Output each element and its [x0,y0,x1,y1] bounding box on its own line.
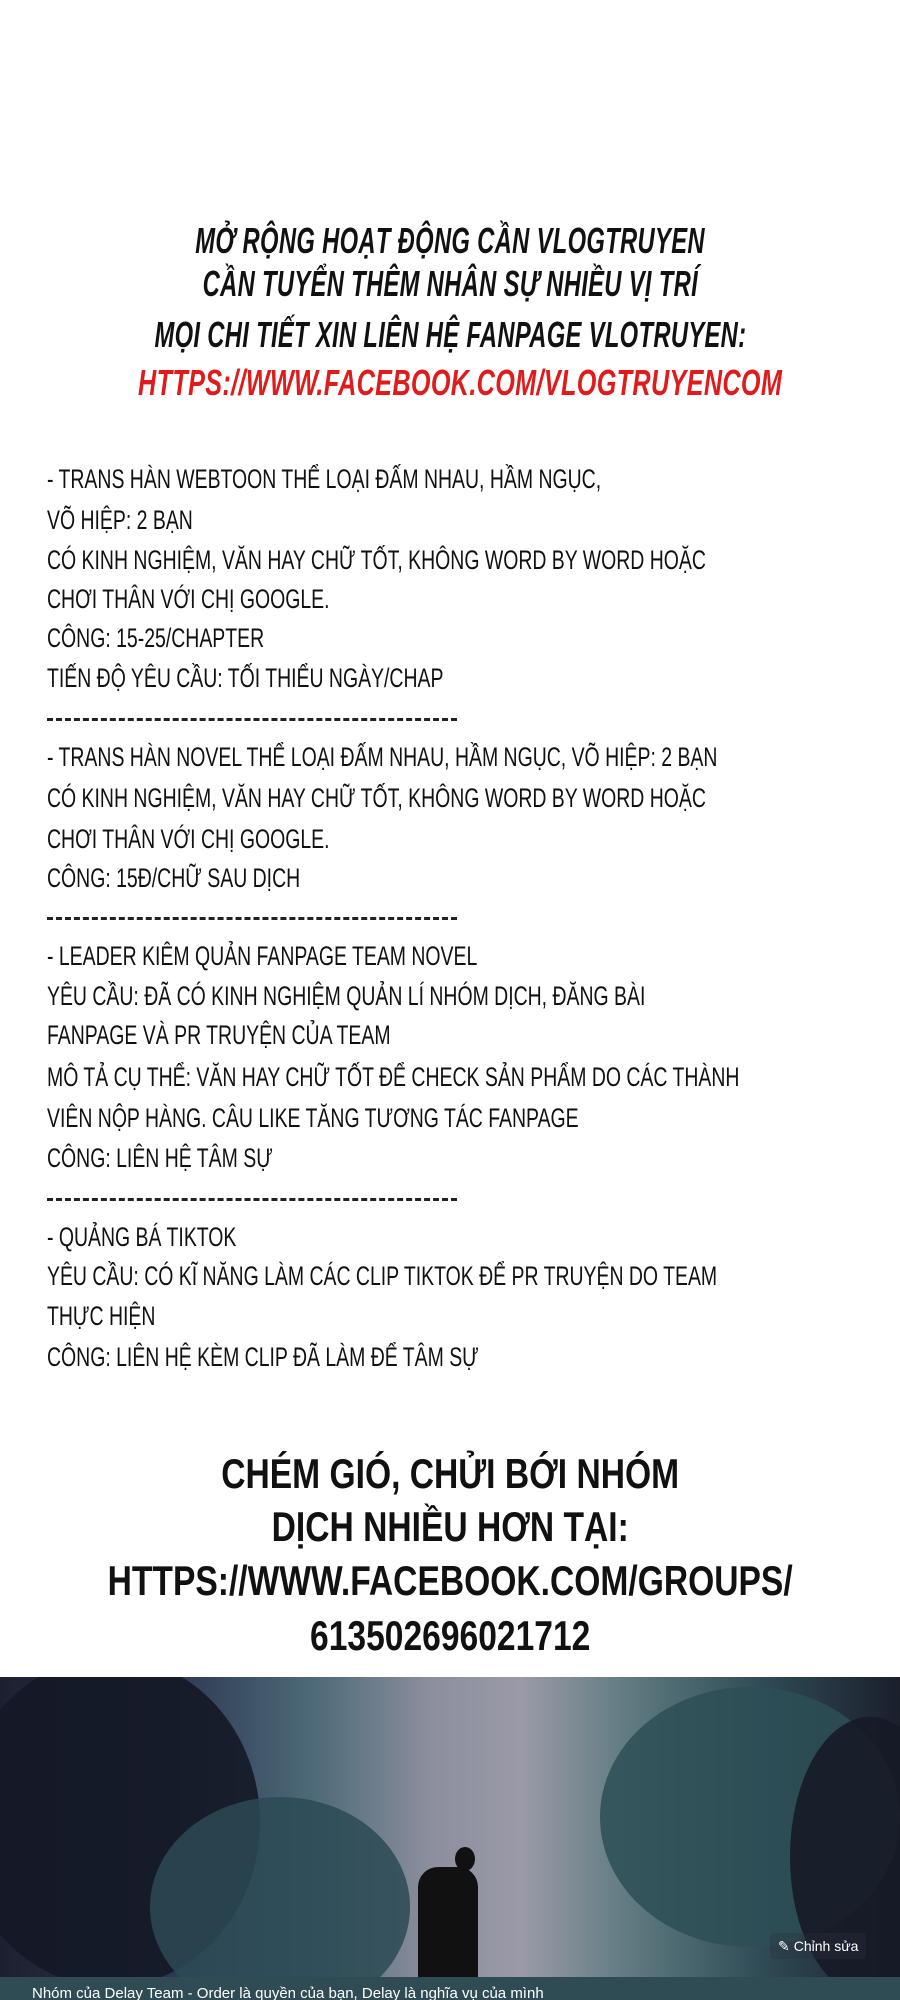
group-link[interactable]: HTTPS://WWW.FACEBOOK.COM/GROUPS/ [107,1557,793,1604]
header-line: MỞ RỘNG HOẠT ĐỘNG CẦN VLOGTRUYEN [195,220,705,261]
listing-line: - QUẢNG BÁ TIKTOK [47,1222,237,1252]
listing-line: CÓ KINH NGHIỆM, VĂN HAY CHỮ TỐT, KHÔNG WORD BY WORD HOẶC [47,545,706,575]
listing-line: VÕ HIỆP: 2 BẠN [47,505,193,535]
footer-line: DỊCH NHIỀU HƠN TẠI: [271,1503,629,1550]
listing-line: YÊU CẦU: ĐÃ CÓ KINH NGHIỆM QUẢN LÍ NHÓM DỊCH, ĐĂNG BÀI [47,981,646,1011]
group-id[interactable]: 613502696021712 [309,1612,591,1659]
section-divider [47,917,457,920]
edit-cover-button[interactable]: ✎ Chỉnh sửa [770,1933,866,1959]
header-line: MỌI CHI TIẾT XIN LIÊN HỆ FANPAGE VLOTRUYEN: [154,314,746,355]
pencil-icon: ✎ [778,1937,790,1954]
listing-line: - TRANS HÀN NOVEL THỂ LOẠI ĐẤM NHAU, HẦM NGỤC, VÕ HIỆP: 2 BẠN [47,742,718,772]
listing-line: - TRANS HÀN WEBTOON THỂ LOẠI ĐẤM NHAU, HẦM NGỤC, [47,464,602,494]
listing-line: CÔNG: LIÊN HỆ KÈM CLIP ĐÃ LÀM ĐỂ TÂM SỰ [47,1342,479,1372]
figure-silhouette [418,1867,478,1977]
listing-line: CÓ KINH NGHIỆM, VĂN HAY CHỮ TỐT, KHÔNG WORD BY WORD HOẶC [47,783,706,813]
listing-line: THỰC HIỆN [47,1301,156,1331]
listing-line: CHƠI THÂN VỚI CHỊ GOOGLE. [47,824,330,854]
listing-line: VIÊN NỘP HÀNG. CÂU LIKE TĂNG TƯƠNG TÁC FANPAGE [47,1103,579,1133]
header-line: CẦN TUYỂN THÊM NHÂN SỰ NHIỀU VỊ TRÍ [202,263,698,304]
listing-line: CHƠI THÂN VỚI CHỊ GOOGLE. [47,584,330,614]
listing-line: FANPAGE VÀ PR TRUYỆN CỦA TEAM [47,1020,391,1050]
group-caption-bar: Nhóm của Delay Team - Order là quyền của bạn, Delay là nghĩa vụ của mình [0,1977,900,2000]
listing-line: CÔNG: LIÊN HỆ TÂM SỰ [47,1143,273,1173]
listing-line: CÔNG: 15Đ/CHỮ SAU DỊCH [47,863,301,893]
listing-line: MÔ TẢ CỤ THỂ: VĂN HAY CHỮ TỐT ĐỂ CHECK SẢN PHẨM DO CÁC THÀNH [47,1062,740,1092]
foliage-left [150,1797,410,2000]
section-divider [47,1198,457,1201]
listing-line: YÊU CẦU: CÓ KĨ NĂNG LÀM CÁC CLIP TIKTOK ĐỂ PR TRUYỆN DO TEAM [47,1261,718,1291]
fanpage-link[interactable]: HTTPS://WWW.FACEBOOK.COM/VLOGTRUYENCOM [138,362,783,403]
listing-line: CÔNG: 15-25/CHAPTER [47,623,265,653]
group-cover-banner [0,1677,900,2000]
listing-line: - LEADER KIÊM QUẢN FANPAGE TEAM NOVEL [47,941,478,971]
listing-line: TIẾN ĐỘ YÊU CẦU: TỐI THIỂU NGÀY/CHAP [47,663,444,693]
section-divider [47,718,457,721]
footer-line: CHÉM GIÓ, CHỬI BỚI NHÓM [221,1450,679,1497]
